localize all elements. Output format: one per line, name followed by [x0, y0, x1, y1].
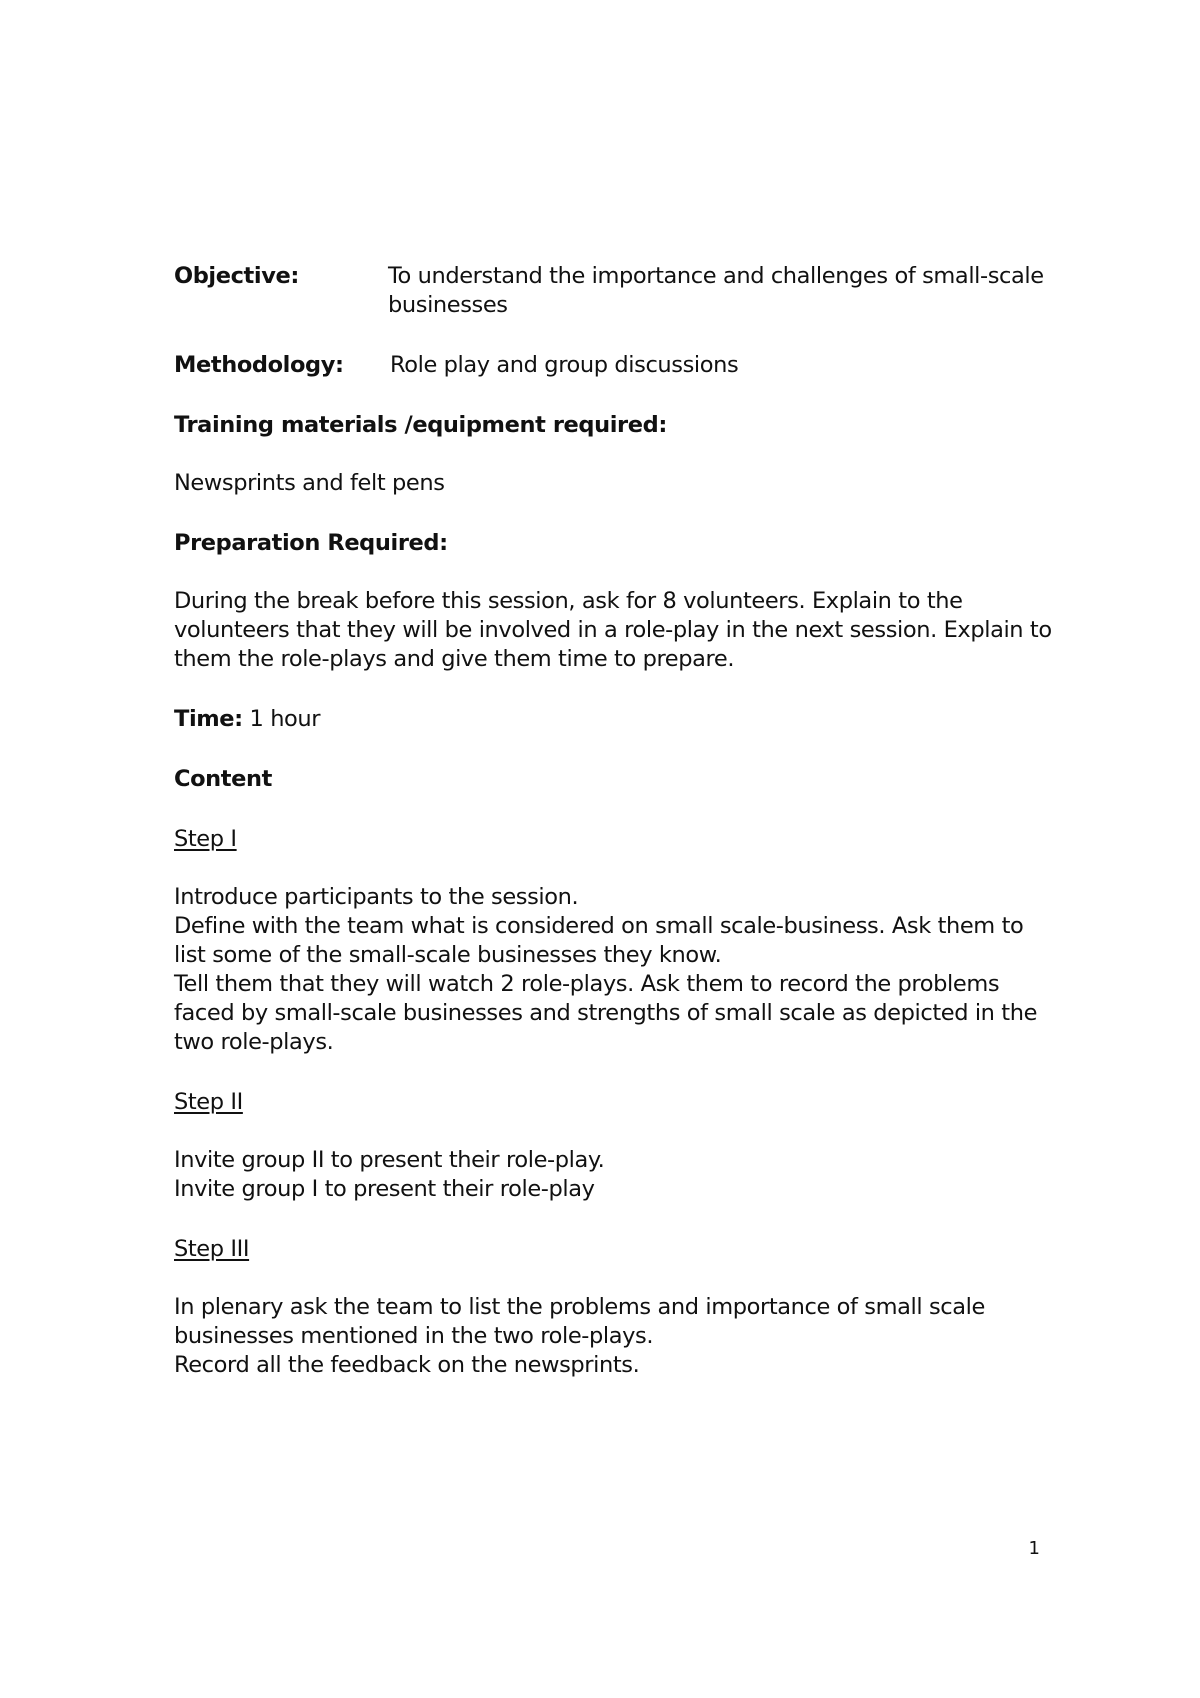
- step-line: Introduce participants to the session.: [174, 884, 579, 910]
- step-line: Record all the feedback on the newsprints.: [174, 1352, 640, 1378]
- materials-text: Newsprints and felt pens: [174, 470, 445, 496]
- time-label: Time:: [174, 706, 243, 732]
- time-row: [174, 705, 1054, 734]
- step-title: Step II: [174, 1089, 243, 1115]
- methodology-label: Methodology:: [174, 352, 344, 378]
- materials-heading: Training materials /equipment required:: [174, 412, 667, 438]
- time-value: 1 hour: [249, 706, 321, 732]
- step-body: [174, 1293, 1054, 1380]
- step-line: Define with the team what is considered on small scale-business. Ask them to list some of the small-scale businesses they know.: [174, 913, 1024, 968]
- methodology-text: Role play and group discussions: [390, 352, 739, 378]
- content-heading: Content: [174, 766, 272, 792]
- preparation-heading: Preparation Required:: [174, 530, 448, 556]
- objective-label: Objective:: [174, 263, 299, 289]
- step-line: In plenary ask the team to list the problems and importance of small scale businesses mentioned in the two role-plays.: [174, 1294, 985, 1349]
- preparation-text: During the break before this session, ask for 8 volunteers. Explain to the volunteers that they will be involved in a role-play in the next session. Explain to them the role-plays and give them time to prepare.: [174, 588, 1052, 672]
- step-line: Invite group I to present their role-play: [174, 1176, 595, 1202]
- step-line: Invite group II to present their role-play.: [174, 1147, 605, 1173]
- step-body: [174, 883, 1054, 1057]
- objective-row: [174, 262, 1054, 320]
- page-number: 1: [1028, 1538, 1040, 1559]
- step-title: Step III: [174, 1236, 250, 1262]
- step-title: Step I: [174, 826, 237, 852]
- step-line: Tell them that they will watch 2 role-plays. Ask them to record the problems faced by small-scale businesses and strengths of small scale as depicted in the two role-plays.: [174, 971, 1038, 1055]
- step-body: [174, 1146, 1054, 1204]
- objective-text: To understand the importance and challenges of small-scale businesses: [388, 263, 1044, 318]
- page-content: [174, 262, 1054, 1380]
- methodology-row: [174, 351, 1054, 380]
